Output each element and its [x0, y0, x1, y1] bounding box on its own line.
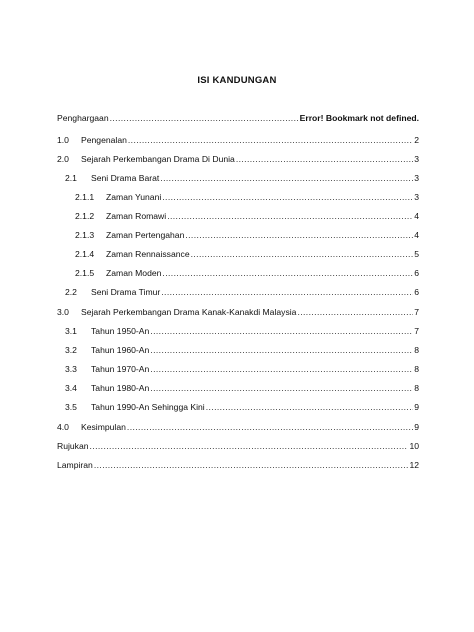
toc-entry-page: 7 — [414, 326, 419, 336]
toc-title: ISI KANDUNGAN — [197, 75, 277, 86]
toc-leader-dots — [161, 286, 413, 298]
toc-entry-number: 2.2 — [65, 287, 77, 297]
toc-leader-dots — [90, 440, 409, 452]
toc-entry-label: Penghargaan — [57, 113, 109, 123]
toc-entry[interactable] — [57, 172, 419, 184]
toc-leader-dots — [150, 382, 413, 394]
toc-entry[interactable] — [57, 440, 419, 452]
toc-leader-dots — [128, 134, 413, 146]
toc-entry-label: Kesimpulan — [81, 422, 126, 432]
toc-entry-page: 3 — [414, 173, 419, 183]
toc-entry[interactable] — [57, 363, 419, 375]
toc-entry[interactable] — [57, 306, 419, 318]
toc-entry-page: 9 — [414, 402, 419, 412]
toc-entry-number: 2.1 — [65, 173, 77, 183]
toc-leader-dots — [297, 306, 413, 318]
toc-entry-page: 5 — [414, 249, 419, 259]
toc-leader-dots — [191, 248, 414, 260]
toc-entry[interactable] — [57, 134, 419, 146]
toc-entry-page: 10 — [409, 441, 419, 451]
toc-leader-dots — [162, 191, 413, 203]
toc-entry[interactable] — [57, 325, 419, 337]
toc-entry[interactable] — [57, 401, 419, 413]
toc-leader-dots — [127, 421, 413, 433]
toc-entry-number: 3.5 — [65, 402, 77, 412]
toc-entry[interactable] — [57, 267, 419, 279]
toc-entry-label: Tahun 1970-An — [91, 364, 150, 374]
toc-entry-label: Tahun 1980-An — [91, 383, 150, 393]
toc-entry-number: 3.3 — [65, 364, 77, 374]
toc-entry[interactable] — [57, 459, 419, 471]
toc-entry-number: 3.4 — [65, 383, 77, 393]
toc-entry-number: 2.1.3 — [75, 230, 95, 240]
toc-leader-dots — [150, 363, 413, 375]
toc-entry-label: Tahun 1990-An Sehingga Kini — [91, 402, 205, 412]
toc-entry-label: Zaman Yunani — [106, 192, 162, 202]
toc-entry[interactable] — [57, 229, 419, 241]
toc-leader-dots — [185, 229, 413, 241]
toc-entry-page: 6 — [414, 268, 419, 278]
toc-entry-label: Tahun 1950-An — [91, 326, 150, 336]
toc-entry-number: 2.1.5 — [75, 268, 95, 278]
toc-entry[interactable] — [57, 382, 419, 394]
toc-entry-number: 2.1.4 — [75, 249, 95, 259]
toc-entry[interactable] — [57, 210, 419, 222]
toc-entry-page: 4 — [414, 211, 419, 221]
toc-entry-number: 3.0 — [57, 307, 69, 317]
toc-entry-page: 3 — [414, 154, 419, 164]
toc-entry-number: 2.1.2 — [75, 211, 95, 221]
toc-entry-number: 3.2 — [65, 345, 77, 355]
toc-entry-label: Tahun 1960-An — [91, 345, 150, 355]
toc-leader-dots — [94, 459, 409, 471]
toc-entry-page: 12 — [409, 460, 419, 470]
toc-entry-page: Error! Bookmark not defined. — [299, 113, 419, 123]
toc-entry-label: Lampiran — [57, 460, 93, 470]
toc-entry-label: Zaman Romawi — [106, 211, 167, 221]
toc-entry-label: Zaman Rennaissance — [106, 249, 190, 259]
toc-leader-dots — [162, 267, 413, 279]
toc-leader-dots — [150, 325, 413, 337]
toc-entry[interactable] — [57, 191, 419, 203]
toc-entry[interactable] — [57, 112, 419, 124]
toc-leader-dots — [110, 112, 299, 124]
toc-entry-page: 7 — [414, 307, 419, 317]
toc-entry-label: Sejarah Perkembangan Drama Kanak-Kanakdi Malaysia — [81, 307, 297, 317]
toc-entry-number: 2.1.1 — [75, 192, 95, 202]
toc-entry-number: 2.0 — [57, 154, 69, 164]
toc-entry-label: Zaman Moden — [106, 268, 162, 278]
toc-entry-page: 3 — [414, 192, 419, 202]
toc-leader-dots — [167, 210, 413, 222]
toc-entry[interactable] — [57, 286, 419, 298]
toc-entry-label: Rujukan — [57, 441, 89, 451]
toc-entry-number: 3.1 — [65, 326, 77, 336]
toc-entry[interactable] — [57, 248, 419, 260]
toc-entry-page: 8 — [414, 383, 419, 393]
toc-entry-page: 4 — [414, 230, 419, 240]
toc-entry-label: Zaman Pertengahan — [106, 230, 185, 240]
toc-entry-page: 9 — [414, 422, 419, 432]
toc-leader-dots — [150, 344, 413, 356]
toc-leader-dots — [160, 172, 413, 184]
toc-entry-label: Seni Drama Barat — [91, 173, 160, 183]
toc-entry-page: 8 — [414, 345, 419, 355]
toc-entry-page: 6 — [414, 287, 419, 297]
toc-entry-page: 8 — [414, 364, 419, 374]
toc-entry-label: Sejarah Perkembangan Drama Di Dunia — [81, 154, 235, 164]
toc-leader-dots — [236, 153, 413, 165]
toc-entry-number: 4.0 — [57, 422, 69, 432]
toc-entry-label: Seni Drama Timur — [91, 287, 161, 297]
toc-leader-dots — [206, 401, 414, 413]
toc-entry-number: 1.0 — [57, 135, 69, 145]
toc-entry-page: 2 — [414, 135, 419, 145]
toc-entry[interactable] — [57, 421, 419, 433]
toc-entry[interactable] — [57, 153, 419, 165]
toc-entry[interactable] — [57, 344, 419, 356]
toc-entry-label: Pengenalan — [81, 135, 127, 145]
